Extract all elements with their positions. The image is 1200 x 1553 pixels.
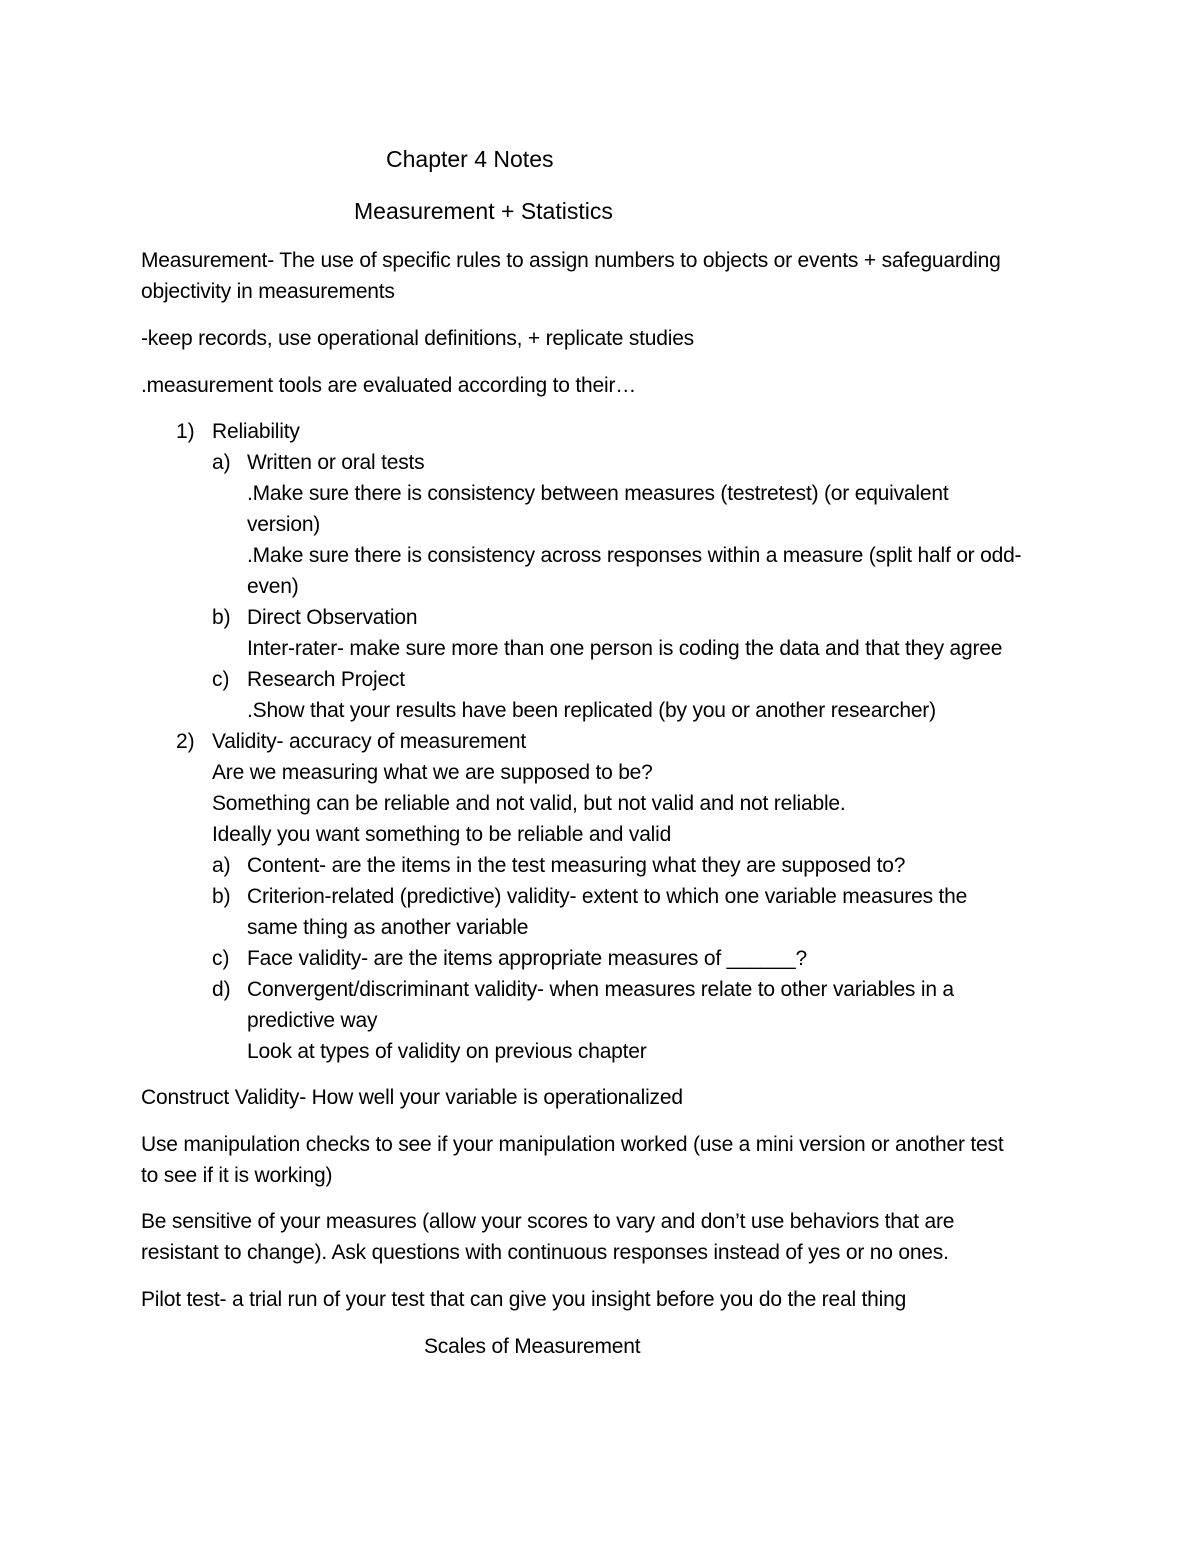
measurement-definition-line-1: Measurement- The use of specific rules to assign numbers to objects or events + safeguarding bbox=[141, 249, 1001, 272]
reliability-a-line-2: version) bbox=[247, 513, 321, 536]
reliability-heading: Reliability bbox=[212, 420, 300, 443]
reliability-a-line-1: .Make sure there is consistency between measures (testretest) (or equivalent bbox=[247, 482, 949, 505]
list-number-2: 2) bbox=[176, 730, 195, 753]
validity-marker-d: d) bbox=[212, 978, 231, 1001]
reliability-b-line-1: Inter-rater- make sure more than one person is coding the data and that they agree bbox=[247, 637, 1003, 660]
validity-b-line-2: same thing as another variable bbox=[247, 916, 529, 939]
validity-line-3: Ideally you want something to be reliable and valid bbox=[212, 823, 672, 846]
reliability-item-a: Written or oral tests bbox=[247, 451, 425, 474]
reliability-marker-a: a) bbox=[212, 451, 231, 474]
validity-d-line-2: predictive way bbox=[247, 1009, 378, 1032]
list-number-1: 1) bbox=[176, 420, 195, 443]
reliability-marker-c: c) bbox=[212, 668, 230, 691]
validity-marker-a: a) bbox=[212, 854, 231, 877]
tools-evaluated-note: .measurement tools are evaluated according to their… bbox=[141, 374, 637, 397]
construct-validity-note: Construct Validity- How well your variable is operationalized bbox=[141, 1086, 683, 1109]
validity-item-a: Content- are the items in the test measuring what they are supposed to? bbox=[247, 854, 906, 877]
validity-marker-c: c) bbox=[212, 947, 230, 970]
validity-line-2: Something can be reliable and not valid, but not valid and not reliable. bbox=[212, 792, 846, 815]
validity-item-b: Criterion-related (predictive) validity- extent to which one variable measures the bbox=[247, 885, 968, 908]
validity-item-d: Convergent/discriminant validity- when measures relate to other variables in a bbox=[247, 978, 954, 1001]
measurement-definition-line-2: objectivity in measurements bbox=[141, 280, 395, 303]
reliability-item-b: Direct Observation bbox=[247, 606, 418, 629]
validity-line-1: Are we measuring what we are supposed to be? bbox=[212, 761, 653, 784]
reliability-item-c: Research Project bbox=[247, 668, 405, 691]
keep-records-note: -keep records, use operational definitions, + replicate studies bbox=[141, 327, 694, 350]
validity-item-c: Face validity- are the items appropriate measures of ______? bbox=[247, 947, 807, 970]
document-subtitle: Measurement + Statistics bbox=[354, 198, 613, 224]
pilot-test-note: Pilot test- a trial run of your test that can give you insight before you do the real thing bbox=[141, 1288, 907, 1311]
manipulation-checks-line-1: Use manipulation checks to see if your manipulation worked (use a mini version or another test bbox=[141, 1133, 1004, 1156]
sensitive-measures-line-2: resistant to change). Ask questions with continuous responses instead of yes or no ones. bbox=[141, 1241, 949, 1264]
reliability-c-line-1: .Show that your results have been replicated (by you or another researcher) bbox=[247, 699, 936, 722]
reliability-marker-b: b) bbox=[212, 606, 231, 629]
reliability-a-line-4: even) bbox=[247, 575, 299, 598]
document-title: Chapter 4 Notes bbox=[386, 146, 554, 172]
sensitive-measures-line-1: Be sensitive of your measures (allow your scores to vary and don’t use behaviors that are bbox=[141, 1210, 955, 1233]
validity-heading: Validity- accuracy of measurement bbox=[212, 730, 526, 753]
validity-d-line-3: Look at types of validity on previous chapter bbox=[247, 1040, 647, 1063]
manipulation-checks-line-2: to see if it is working) bbox=[141, 1164, 333, 1187]
scales-of-measurement-heading: Scales of Measurement bbox=[424, 1335, 641, 1358]
reliability-a-line-3: .Make sure there is consistency across responses within a measure (split half or odd- bbox=[247, 544, 1022, 567]
validity-marker-b: b) bbox=[212, 885, 231, 908]
